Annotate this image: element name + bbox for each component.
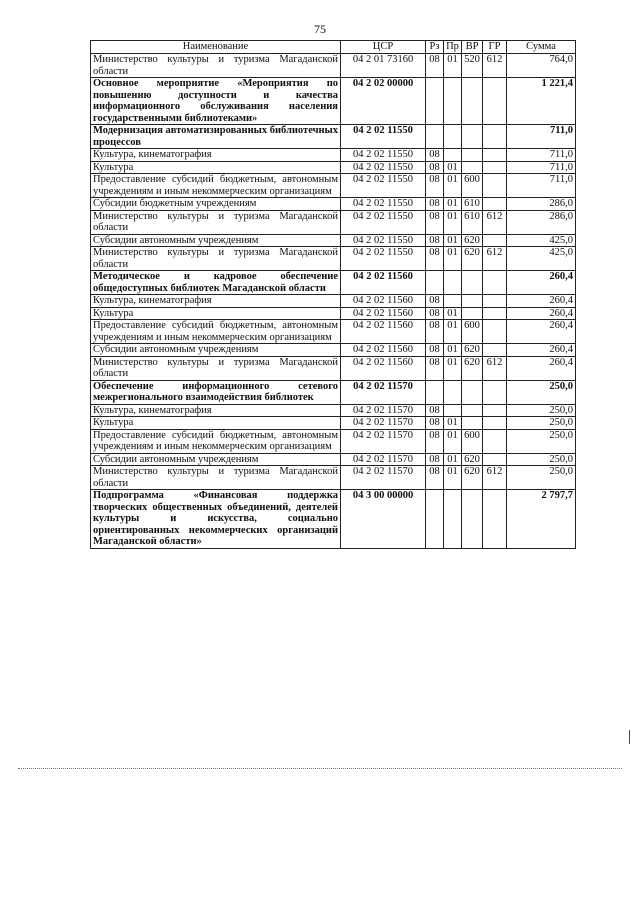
table-header — [91, 41, 576, 54]
cell-csr: 04 2 02 11560 — [341, 295, 426, 308]
table-row — [91, 417, 576, 430]
cell-gr: 612 — [483, 356, 507, 380]
cell-name: Культура — [91, 417, 341, 430]
cell-vr: 620 — [462, 344, 483, 357]
cell-csr: 04 2 02 00000 — [341, 78, 426, 125]
cell-vr — [462, 78, 483, 125]
cell-rz: 08 — [426, 417, 444, 430]
cell-rz: 08 — [426, 404, 444, 417]
cell-rz: 08 — [426, 295, 444, 308]
table-row — [91, 490, 576, 549]
cell-sum: 260,4 — [507, 356, 576, 380]
cell-pr — [444, 404, 462, 417]
cell-sum: 2 797,7 — [507, 490, 576, 549]
cell-name: Субсидии автономным учреждениям — [91, 234, 341, 247]
cell-name: Культура, кинематография — [91, 295, 341, 308]
cell-csr: 04 2 02 11570 — [341, 380, 426, 404]
table-row — [91, 344, 576, 357]
cell-gr — [483, 320, 507, 344]
cell-csr: 04 2 02 11550 — [341, 149, 426, 162]
cell-pr: 01 — [444, 453, 462, 466]
cell-rz: 08 — [426, 247, 444, 271]
cell-csr: 04 2 02 11560 — [341, 320, 426, 344]
cell-sum: 286,0 — [507, 210, 576, 234]
table-row — [91, 466, 576, 490]
cell-vr — [462, 417, 483, 430]
cell-csr: 04 2 02 11560 — [341, 307, 426, 320]
cell-name: Министерство культуры и туризма Магаданской области — [91, 54, 341, 78]
cell-rz: 08 — [426, 198, 444, 211]
table-row — [91, 247, 576, 271]
cell-csr: 04 2 02 11550 — [341, 247, 426, 271]
cell-rz: 08 — [426, 54, 444, 78]
cell-vr — [462, 404, 483, 417]
cell-sum: 250,0 — [507, 466, 576, 490]
cell-sum: 250,0 — [507, 429, 576, 453]
cell-vr: 620 — [462, 247, 483, 271]
cell-gr — [483, 125, 507, 149]
cell-rz: 08 — [426, 307, 444, 320]
cell-sum: 711,0 — [507, 149, 576, 162]
table-row — [91, 54, 576, 78]
cell-sum: 711,0 — [507, 125, 576, 149]
cell-pr: 01 — [444, 210, 462, 234]
cell-rz: 08 — [426, 149, 444, 162]
cell-vr: 520 — [462, 54, 483, 78]
table-row — [91, 234, 576, 247]
cell-rz: 08 — [426, 161, 444, 174]
table-row — [91, 356, 576, 380]
header-row — [91, 41, 576, 54]
cell-gr — [483, 490, 507, 549]
cell-name: Предоставление субсидий бюджетным, автономным учреждениям и иным некоммерческим организациям — [91, 174, 341, 198]
cell-rz: 08 — [426, 344, 444, 357]
table-row — [91, 174, 576, 198]
cell-name: Министерство культуры и туризма Магаданской области — [91, 247, 341, 271]
table-row — [91, 210, 576, 234]
cell-pr: 01 — [444, 247, 462, 271]
cell-gr — [483, 380, 507, 404]
cell-vr: 620 — [462, 453, 483, 466]
cell-sum: 260,4 — [507, 344, 576, 357]
cell-gr — [483, 271, 507, 295]
cell-gr — [483, 295, 507, 308]
table-row — [91, 404, 576, 417]
cell-pr — [444, 490, 462, 549]
cell-sum: 764,0 — [507, 54, 576, 78]
table-row — [91, 453, 576, 466]
cell-gr — [483, 453, 507, 466]
cell-vr: 610 — [462, 198, 483, 211]
cell-rz — [426, 125, 444, 149]
cell-vr: 600 — [462, 174, 483, 198]
cell-sum: 250,0 — [507, 417, 576, 430]
cell-name: Министерство культуры и туризма Магаданской области — [91, 210, 341, 234]
cell-name: Министерство культуры и туризма Магаданской области — [91, 466, 341, 490]
table-row — [91, 125, 576, 149]
table-row — [91, 198, 576, 211]
cell-pr: 01 — [444, 356, 462, 380]
cell-name: Субсидии автономным учреждениям — [91, 453, 341, 466]
cell-pr: 01 — [444, 429, 462, 453]
cell-csr: 04 2 02 11560 — [341, 344, 426, 357]
cell-gr — [483, 344, 507, 357]
cell-csr: 04 2 01 73160 — [341, 54, 426, 78]
cell-csr: 04 2 02 11550 — [341, 161, 426, 174]
cell-rz: 08 — [426, 356, 444, 380]
cell-name: Методическое и кадровое обеспечение общедоступных библиотек Магаданской области — [91, 271, 341, 295]
cell-gr — [483, 404, 507, 417]
table-row — [91, 429, 576, 453]
cell-pr: 01 — [444, 161, 462, 174]
cell-name: Субсидии бюджетным учреждениям — [91, 198, 341, 211]
cell-csr: 04 2 02 11550 — [341, 125, 426, 149]
cell-rz: 08 — [426, 174, 444, 198]
cell-vr: 620 — [462, 356, 483, 380]
cell-csr: 04 2 02 11560 — [341, 271, 426, 295]
cell-vr — [462, 149, 483, 162]
cell-vr — [462, 307, 483, 320]
cell-pr: 01 — [444, 54, 462, 78]
cell-gr — [483, 78, 507, 125]
header-gr: ГР — [483, 41, 507, 54]
cell-name: Предоставление субсидий бюджетным, автономным учреждениям и иным некоммерческим организациям — [91, 320, 341, 344]
cell-vr — [462, 271, 483, 295]
cell-gr: 612 — [483, 466, 507, 490]
cell-sum: 260,4 — [507, 307, 576, 320]
table-row — [91, 307, 576, 320]
cell-csr: 04 2 02 11550 — [341, 210, 426, 234]
cell-pr: 01 — [444, 174, 462, 198]
cell-sum: 250,0 — [507, 404, 576, 417]
cell-csr: 04 2 02 11570 — [341, 429, 426, 453]
cell-pr: 01 — [444, 320, 462, 344]
cell-gr — [483, 307, 507, 320]
cell-rz: 08 — [426, 234, 444, 247]
header-rz: Рз — [426, 41, 444, 54]
cell-gr: 612 — [483, 247, 507, 271]
cell-rz — [426, 78, 444, 125]
table-row — [91, 78, 576, 125]
margin-mark — [629, 730, 630, 744]
cell-rz: 08 — [426, 210, 444, 234]
cell-sum: 260,4 — [507, 320, 576, 344]
cell-name: Подпрограмма «Финансовая поддержка творческих общественных объединений, деятелей культуры и искусства, социально ориентированных некоммерческих организаций Магаданской области» — [91, 490, 341, 549]
cell-name: Культура — [91, 161, 341, 174]
cell-pr: 01 — [444, 466, 462, 490]
cell-name: Обеспечение информационного сетевого межрегионального взаимодействия библиотек — [91, 380, 341, 404]
cell-name: Предоставление субсидий бюджетным, автономным учреждениям и иным некоммерческим организациям — [91, 429, 341, 453]
cell-csr: 04 2 02 11570 — [341, 404, 426, 417]
table-body — [91, 54, 576, 549]
cell-pr — [444, 125, 462, 149]
cell-rz — [426, 380, 444, 404]
cell-sum: 711,0 — [507, 174, 576, 198]
cell-vr — [462, 295, 483, 308]
cell-pr: 01 — [444, 344, 462, 357]
cell-name: Культура, кинематография — [91, 404, 341, 417]
cell-rz: 08 — [426, 429, 444, 453]
cell-pr: 01 — [444, 234, 462, 247]
cell-vr — [462, 490, 483, 549]
bottom-rule — [18, 768, 622, 769]
cell-rz: 08 — [426, 453, 444, 466]
cell-pr: 01 — [444, 198, 462, 211]
table-row — [91, 271, 576, 295]
cell-name: Модернизация автоматизированных библиотечных процессов — [91, 125, 341, 149]
header-name: Наименование — [91, 41, 341, 54]
cell-vr — [462, 125, 483, 149]
cell-pr — [444, 271, 462, 295]
cell-sum: 1 221,4 — [507, 78, 576, 125]
cell-vr: 620 — [462, 466, 483, 490]
header-vr: ВР — [462, 41, 483, 54]
cell-sum: 711,0 — [507, 161, 576, 174]
cell-csr: 04 2 02 11550 — [341, 198, 426, 211]
cell-name: Культура, кинематография — [91, 149, 341, 162]
cell-vr: 600 — [462, 320, 483, 344]
table-row — [91, 161, 576, 174]
cell-csr: 04 2 02 11570 — [341, 466, 426, 490]
cell-rz: 08 — [426, 466, 444, 490]
cell-gr: 612 — [483, 210, 507, 234]
cell-vr: 610 — [462, 210, 483, 234]
cell-rz — [426, 271, 444, 295]
header-sum: Сумма — [507, 41, 576, 54]
cell-sum: 260,4 — [507, 295, 576, 308]
cell-gr — [483, 429, 507, 453]
cell-sum: 286,0 — [507, 198, 576, 211]
cell-pr — [444, 149, 462, 162]
cell-sum: 250,0 — [507, 380, 576, 404]
cell-csr: 04 2 02 11550 — [341, 234, 426, 247]
cell-csr: 04 3 00 00000 — [341, 490, 426, 549]
cell-gr — [483, 149, 507, 162]
table-row — [91, 295, 576, 308]
budget-table — [90, 40, 576, 549]
cell-csr: 04 2 02 11560 — [341, 356, 426, 380]
cell-pr — [444, 295, 462, 308]
cell-gr: 612 — [483, 54, 507, 78]
cell-pr: 01 — [444, 417, 462, 430]
cell-sum: 250,0 — [507, 453, 576, 466]
cell-gr — [483, 161, 507, 174]
cell-csr: 04 2 02 11570 — [341, 417, 426, 430]
cell-sum: 425,0 — [507, 247, 576, 271]
table-row — [91, 320, 576, 344]
cell-vr — [462, 380, 483, 404]
cell-rz — [426, 490, 444, 549]
cell-name: Субсидии автономным учреждениям — [91, 344, 341, 357]
cell-gr — [483, 174, 507, 198]
table-row — [91, 380, 576, 404]
cell-sum: 260,4 — [507, 271, 576, 295]
cell-name: Министерство культуры и туризма Магаданской области — [91, 356, 341, 380]
cell-vr: 620 — [462, 234, 483, 247]
cell-pr — [444, 380, 462, 404]
cell-sum: 425,0 — [507, 234, 576, 247]
cell-vr: 600 — [462, 429, 483, 453]
cell-pr: 01 — [444, 307, 462, 320]
table-row — [91, 149, 576, 162]
header-pr: Пр — [444, 41, 462, 54]
cell-pr — [444, 78, 462, 125]
cell-gr — [483, 234, 507, 247]
page-number: 75 — [314, 22, 326, 36]
cell-rz: 08 — [426, 320, 444, 344]
header-csr: ЦСР — [341, 41, 426, 54]
cell-csr: 04 2 02 11550 — [341, 174, 426, 198]
cell-gr — [483, 198, 507, 211]
cell-csr: 04 2 02 11570 — [341, 453, 426, 466]
cell-gr — [483, 417, 507, 430]
cell-vr — [462, 161, 483, 174]
cell-name: Основное мероприятие «Мероприятия по повышению доступности и качества информационного обслуживания населения государственными библиотеками» — [91, 78, 341, 125]
cell-name: Культура — [91, 307, 341, 320]
